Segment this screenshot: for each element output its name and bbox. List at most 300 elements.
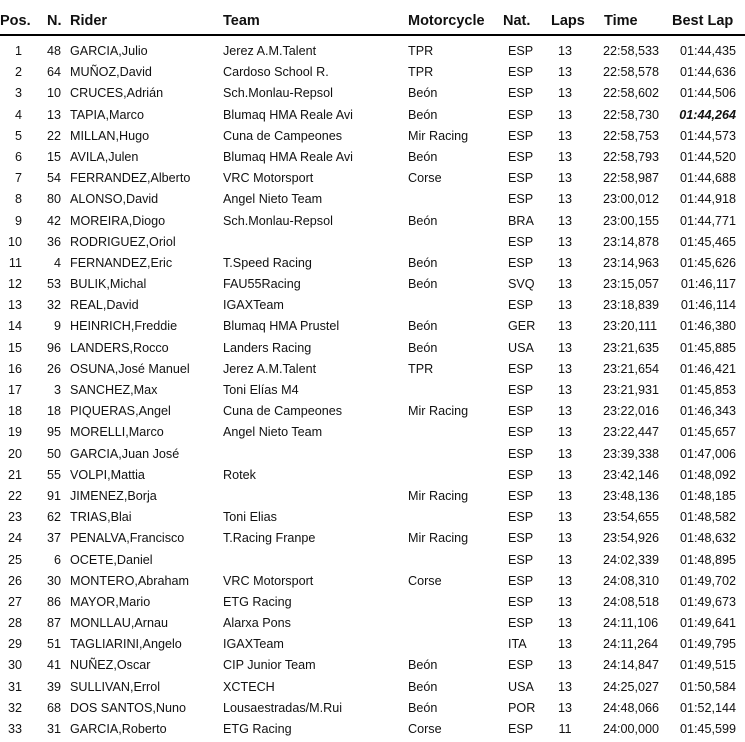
pos-cell: 9 (14, 213, 22, 228)
rider-cell: FERNANDEZ,Eric (70, 255, 173, 270)
best-lap-cell: 01:50,584 (679, 679, 736, 694)
number-cell: 96 (46, 340, 61, 355)
motorcycle-cell: Beón (408, 255, 438, 270)
laps-cell: 13 (557, 383, 572, 397)
rider-cell: LANDERS,Rocco (70, 340, 169, 355)
header-motorcycle: Motorcycle (408, 13, 485, 29)
results-table-body (0, 41, 745, 740)
team-cell: VRC Motorsport (223, 573, 314, 588)
nationality-cell: USA (508, 340, 534, 355)
team-cell: Angel Nieto Team (223, 425, 323, 440)
table-row (0, 380, 745, 401)
time-cell: 22:58,602 (603, 86, 660, 101)
laps-cell: 13 (557, 44, 572, 58)
nationality-cell: ESP (508, 594, 534, 609)
nationality-cell: ESP (508, 446, 534, 461)
number-cell: 3 (53, 383, 61, 397)
nationality-cell: ESP (508, 128, 534, 143)
laps-cell: 13 (557, 510, 572, 525)
time-cell: 23:22,016 (603, 404, 660, 419)
laps-cell: 13 (557, 128, 572, 143)
header-nationality: Nat. (503, 13, 531, 29)
team-cell: Rotek (223, 467, 256, 482)
laps-cell: 13 (557, 594, 572, 609)
pos-cell: 4 (14, 107, 22, 122)
laps-cell: 13 (557, 192, 572, 207)
rider-cell: PIQUERAS,Angel (70, 404, 171, 419)
time-cell: 24:25,027 (603, 679, 660, 694)
nationality-cell: SVQ (508, 277, 535, 292)
number-cell: 18 (46, 404, 61, 419)
motorcycle-cell: Mir Racing (408, 531, 469, 546)
number-cell: 37 (46, 531, 61, 546)
nationality-cell: ESP (508, 488, 534, 503)
pos-cell: 1 (14, 44, 22, 58)
team-cell: Landers Racing (223, 340, 312, 355)
team-cell: Blumaq HMA Prustel (223, 319, 340, 334)
time-cell: 23:14,878 (603, 234, 660, 249)
number-cell: 10 (46, 86, 61, 101)
team-cell: Alarxa Pons (223, 616, 291, 631)
rider-cell: DOS SANTOS,Nuno (70, 700, 186, 715)
best-lap-cell: 01:45,465 (679, 234, 736, 249)
number-cell: 87 (46, 616, 61, 631)
pos-cell: 13 (7, 298, 22, 313)
team-cell: Sch.Monlau-Repsol (223, 86, 333, 101)
laps-cell: 13 (557, 531, 572, 546)
nationality-cell: ESP (508, 573, 534, 588)
pos-cell: 19 (7, 425, 22, 440)
number-cell: 15 (46, 149, 61, 164)
pos-cell: 8 (14, 192, 22, 207)
best-lap-cell: 01:46,343 (679, 404, 736, 419)
pos-cell: 28 (7, 616, 22, 631)
rider-cell: SULLIVAN,Errol (70, 679, 161, 694)
best-lap-cell: 01:44,435 (679, 44, 736, 58)
best-lap-cell: 01:49,673 (679, 594, 736, 609)
rider-cell: PENALVA,Francisco (70, 531, 185, 546)
nationality-cell: ESP (508, 383, 534, 397)
table-row (0, 62, 745, 83)
table-row (0, 507, 745, 528)
team-cell: CIP Junior Team (223, 658, 316, 673)
table-row (0, 528, 745, 549)
number-cell: 31 (46, 722, 61, 736)
table-row (0, 613, 745, 634)
best-lap-cell: 01:49,702 (679, 573, 736, 588)
rider-cell: MAYOR,Mario (70, 594, 151, 609)
team-cell: Cardoso School R. (223, 65, 329, 80)
team-cell: Toni Elias (223, 510, 277, 525)
nationality-cell: ESP (508, 44, 534, 58)
rider-cell: GARCIA,Julio (70, 44, 148, 58)
time-cell: 23:21,635 (603, 340, 660, 355)
table-row (0, 316, 745, 337)
header-rider: Rider (70, 13, 108, 29)
pos-cell: 25 (7, 552, 22, 567)
rider-cell: NUÑEZ,Oscar (70, 658, 151, 673)
nationality-cell: USA (508, 679, 534, 694)
best-lap-cell: 01:49,515 (679, 658, 736, 673)
best-lap-cell: 01:45,657 (679, 425, 736, 440)
time-cell: 23:21,654 (603, 361, 660, 376)
time-cell: 23:22,447 (603, 425, 660, 440)
laps-cell: 13 (557, 404, 572, 419)
table-row (0, 571, 745, 592)
team-cell: Jerez A.M.Talent (223, 44, 317, 58)
number-cell: 42 (46, 213, 61, 228)
pos-cell: 7 (14, 171, 22, 186)
time-cell: 23:15,057 (603, 277, 660, 292)
laps-cell: 13 (557, 552, 572, 567)
pos-cell: 2 (14, 65, 22, 80)
team-cell: Blumaq HMA Reale Avi (223, 149, 353, 164)
pos-cell: 6 (14, 149, 22, 164)
table-row (0, 486, 745, 507)
rider-cell: MOREIRA,Diogo (70, 213, 166, 228)
nationality-cell: ESP (508, 425, 534, 440)
motorcycle-cell: Beón (408, 679, 438, 694)
pos-cell: 14 (7, 319, 22, 334)
pos-cell: 27 (7, 594, 22, 609)
laps-cell: 13 (557, 255, 572, 270)
table-row (0, 253, 745, 274)
pos-cell: 23 (7, 510, 22, 525)
pos-cell: 12 (7, 277, 22, 292)
table-row (0, 126, 745, 147)
pos-cell: 10 (7, 234, 22, 249)
pos-cell: 16 (7, 361, 22, 376)
table-row (0, 719, 745, 740)
laps-cell: 13 (557, 700, 572, 715)
number-cell: 48 (46, 44, 61, 58)
pos-cell: 32 (7, 700, 22, 715)
time-cell: 22:58,730 (603, 107, 660, 122)
rider-cell: TAGLIARINI,Angelo (70, 637, 182, 652)
laps-cell: 13 (557, 171, 572, 186)
nationality-cell: ESP (508, 510, 534, 525)
table-row (0, 592, 745, 613)
time-cell: 23:14,963 (603, 255, 660, 270)
number-cell: 4 (53, 255, 61, 270)
team-cell: Jerez A.M.Talent (223, 361, 317, 376)
nationality-cell: ESP (508, 658, 534, 673)
time-cell: 24:48,066 (603, 700, 660, 715)
best-lap-cell: 01:48,185 (679, 488, 736, 503)
motorcycle-cell: Beón (408, 319, 438, 334)
rider-cell: JIMENEZ,Borja (70, 488, 157, 503)
rider-cell: RODRIGUEZ,Oriol (70, 234, 176, 249)
rider-cell: SANCHEZ,Max (70, 383, 158, 397)
time-cell: 24:08,310 (603, 573, 660, 588)
time-cell: 24:00,000 (603, 722, 660, 736)
nationality-cell: GER (508, 319, 536, 334)
pos-cell: 24 (7, 531, 22, 546)
number-cell: 80 (46, 192, 61, 207)
laps-cell: 13 (557, 361, 572, 376)
best-lap-cell: 01:44,264 (679, 107, 736, 122)
nationality-cell: ESP (508, 552, 534, 567)
time-cell: 24:08,518 (603, 594, 660, 609)
best-lap-cell: 01:46,380 (679, 319, 736, 334)
best-lap-cell: 01:48,632 (679, 531, 736, 546)
best-lap-cell: 01:44,573 (679, 128, 736, 143)
table-row (0, 232, 745, 253)
pos-cell: 21 (7, 467, 22, 482)
table-row (0, 338, 745, 359)
nationality-cell: ESP (508, 149, 534, 164)
best-lap-cell: 01:44,636 (679, 65, 736, 80)
nationality-cell: ESP (508, 86, 534, 101)
laps-cell: 13 (557, 637, 572, 652)
team-cell: FAU55Racing (223, 277, 301, 292)
number-cell: 36 (46, 234, 61, 249)
header-team: Team (223, 13, 260, 29)
number-cell: 55 (46, 467, 61, 482)
nationality-cell: ESP (508, 467, 534, 482)
laps-cell: 13 (557, 446, 572, 461)
header-time: Time (604, 13, 638, 29)
nationality-cell: ESP (508, 298, 534, 313)
motorcycle-cell: Corse (408, 573, 442, 588)
best-lap-cell: 01:44,771 (679, 213, 736, 228)
time-cell: 22:58,793 (603, 149, 660, 164)
pos-cell: 31 (7, 679, 22, 694)
pos-cell: 18 (7, 404, 22, 419)
laps-cell: 13 (557, 107, 572, 122)
table-row (0, 189, 745, 210)
time-cell: 24:02,339 (603, 552, 660, 567)
team-cell: XCTECH (223, 679, 275, 694)
rider-cell: AVILA,Julen (70, 149, 139, 164)
team-cell: Toni Elías M4 (223, 383, 299, 397)
best-lap-cell: 01:45,853 (679, 383, 736, 397)
best-lap-cell: 01:46,117 (680, 277, 736, 292)
header-pos: Pos. (0, 13, 31, 29)
best-lap-cell: 01:48,582 (679, 510, 736, 525)
number-cell: 54 (46, 171, 61, 186)
nationality-cell: ESP (508, 234, 534, 249)
table-row (0, 168, 745, 189)
number-cell: 26 (46, 361, 61, 376)
rider-cell: GARCIA,Juan José (70, 446, 180, 461)
time-cell: 24:11,106 (603, 616, 659, 631)
motorcycle-cell: Beón (408, 658, 438, 673)
nationality-cell: ESP (508, 65, 534, 80)
rider-cell: OSUNA,José Manuel (70, 361, 190, 376)
number-cell: 68 (46, 700, 61, 715)
nationality-cell: ESP (508, 404, 534, 419)
pos-cell: 11 (8, 255, 22, 270)
laps-cell: 13 (557, 340, 572, 355)
motorcycle-cell: Beón (408, 340, 438, 355)
laps-cell: 13 (557, 616, 572, 631)
best-lap-cell: 01:45,626 (679, 255, 736, 270)
best-lap-cell: 01:44,688 (679, 171, 736, 186)
pos-cell: 5 (14, 128, 22, 143)
pos-cell: 15 (7, 340, 22, 355)
time-cell: 23:00,155 (603, 213, 660, 228)
laps-cell: 13 (557, 298, 572, 313)
motorcycle-cell: Beón (408, 213, 438, 228)
nationality-cell: ITA (508, 637, 527, 652)
motorcycle-cell: Mir Racing (408, 404, 469, 419)
rider-cell: MORELLI,Marco (70, 425, 164, 440)
team-cell: Cuna de Campeones (223, 128, 343, 143)
best-lap-cell: 01:44,918 (679, 192, 736, 207)
nationality-cell: ESP (508, 361, 534, 376)
number-cell: 91 (46, 488, 61, 503)
time-cell: 23:39,338 (603, 446, 660, 461)
team-cell: T.Racing Franpe (223, 531, 316, 546)
laps-cell: 13 (557, 86, 572, 101)
table-row (0, 444, 745, 465)
time-cell: 23:48,136 (603, 488, 660, 503)
table-row (0, 274, 745, 295)
motorcycle-cell: Corse (408, 722, 442, 736)
rider-cell: GARCIA,Roberto (70, 722, 167, 736)
table-row (0, 211, 745, 232)
nationality-cell: ESP (508, 192, 534, 207)
nationality-cell: ESP (508, 616, 534, 631)
team-cell: Cuna de Campeones (223, 404, 343, 419)
laps-cell: 13 (557, 234, 572, 249)
time-cell: 23:54,655 (603, 510, 660, 525)
motorcycle-cell: Beón (408, 149, 438, 164)
motorcycle-cell: TPR (408, 361, 434, 376)
rider-cell: ALONSO,David (70, 192, 159, 207)
motorcycle-cell: Beón (408, 277, 438, 292)
team-cell: Blumaq HMA Reale Avi (223, 107, 353, 122)
nationality-cell: ESP (508, 722, 534, 736)
table-row (0, 147, 745, 168)
team-cell: ETG Racing (223, 594, 292, 609)
table-row (0, 677, 745, 698)
table-row (0, 634, 745, 655)
number-cell: 51 (46, 637, 61, 652)
laps-cell: 13 (557, 149, 572, 164)
pos-cell: 26 (7, 573, 22, 588)
time-cell: 24:11,264 (603, 637, 659, 652)
table-row (0, 359, 745, 380)
laps-cell: 13 (557, 488, 572, 503)
best-lap-cell: 01:44,520 (679, 149, 736, 164)
number-cell: 53 (46, 277, 61, 292)
pos-cell: 30 (7, 658, 22, 673)
time-cell: 23:00,012 (603, 192, 660, 207)
best-lap-cell: 01:45,885 (679, 340, 736, 355)
best-lap-cell: 01:46,114 (680, 298, 736, 313)
time-cell: 23:20,111 (603, 319, 658, 334)
header-best-lap: Best Lap (672, 13, 734, 29)
nationality-cell: BRA (508, 213, 534, 228)
laps-cell: 13 (557, 319, 572, 334)
time-cell: 22:58,987 (603, 171, 660, 186)
pos-cell: 20 (7, 446, 22, 461)
team-cell: IGAXTeam (223, 298, 284, 313)
motorcycle-cell: Beón (408, 107, 438, 122)
rider-cell: MUÑOZ,David (70, 65, 152, 80)
rider-cell: BULIK,Michal (70, 277, 147, 292)
number-cell: 62 (46, 510, 61, 525)
best-lap-cell: 01:49,641 (679, 616, 736, 631)
team-cell: VRC Motorsport (223, 171, 314, 186)
number-cell: 9 (53, 319, 61, 334)
pos-cell: 29 (7, 637, 22, 652)
number-cell: 86 (46, 594, 61, 609)
best-lap-cell: 01:52,144 (679, 700, 736, 715)
time-cell: 23:54,926 (603, 531, 660, 546)
table-row (0, 105, 745, 126)
laps-cell: 11 (558, 722, 572, 736)
motorcycle-cell: Mir Racing (408, 488, 469, 503)
time-cell: 23:21,931 (603, 383, 660, 397)
pos-cell: 33 (7, 722, 22, 736)
laps-cell: 13 (557, 573, 572, 588)
team-cell: ETG Racing (223, 722, 292, 736)
best-lap-cell: 01:47,006 (679, 446, 736, 461)
rider-cell: FERRANDEZ,Alberto (70, 171, 191, 186)
best-lap-cell: 01:48,092 (679, 467, 736, 482)
team-cell: T.Speed Racing (223, 255, 312, 270)
laps-cell: 13 (557, 65, 572, 80)
rider-cell: OCETE,Daniel (70, 552, 153, 567)
table-row (0, 422, 745, 443)
number-cell: 32 (46, 298, 61, 313)
rider-cell: HEINRICH,Freddie (70, 319, 178, 334)
table-row (0, 698, 745, 719)
nationality-cell: ESP (508, 171, 534, 186)
best-lap-cell: 01:48,895 (679, 552, 736, 567)
header-number: N. (47, 13, 62, 29)
number-cell: 50 (46, 446, 61, 461)
laps-cell: 13 (557, 467, 572, 482)
rider-cell: TAPIA,Marco (70, 107, 144, 122)
rider-cell: REAL,David (70, 298, 139, 313)
table-row (0, 401, 745, 422)
team-cell: Sch.Monlau-Repsol (223, 213, 333, 228)
best-lap-cell: 01:44,506 (679, 86, 736, 101)
motorcycle-cell: Corse (408, 171, 442, 186)
table-header (0, 0, 745, 36)
best-lap-cell: 01:49,795 (679, 637, 736, 652)
table-row (0, 295, 745, 316)
motorcycle-cell: TPR (408, 65, 434, 80)
number-cell: 64 (46, 65, 61, 80)
laps-cell: 13 (557, 213, 572, 228)
nationality-cell: POR (508, 700, 536, 715)
pos-cell: 3 (14, 86, 22, 101)
team-cell: Lousaestradas/M.Rui (223, 700, 343, 715)
laps-cell: 13 (557, 277, 572, 292)
table-row (0, 41, 745, 62)
best-lap-cell: 01:46,421 (679, 361, 736, 376)
rider-cell: MONTERO,Abraham (70, 573, 189, 588)
table-row (0, 655, 745, 676)
laps-cell: 13 (557, 679, 572, 694)
time-cell: 22:58,533 (603, 44, 660, 58)
rider-cell: MILLAN,Hugo (70, 128, 150, 143)
pos-cell: 22 (7, 488, 22, 503)
nationality-cell: ESP (508, 255, 534, 270)
laps-cell: 13 (557, 658, 572, 673)
number-cell: 13 (46, 107, 61, 122)
motorcycle-cell: Beón (408, 700, 438, 715)
motorcycle-cell: TPR (408, 44, 434, 58)
rider-cell: TRIAS,Blai (70, 510, 132, 525)
table-row (0, 83, 745, 104)
time-cell: 23:42,146 (603, 467, 660, 482)
